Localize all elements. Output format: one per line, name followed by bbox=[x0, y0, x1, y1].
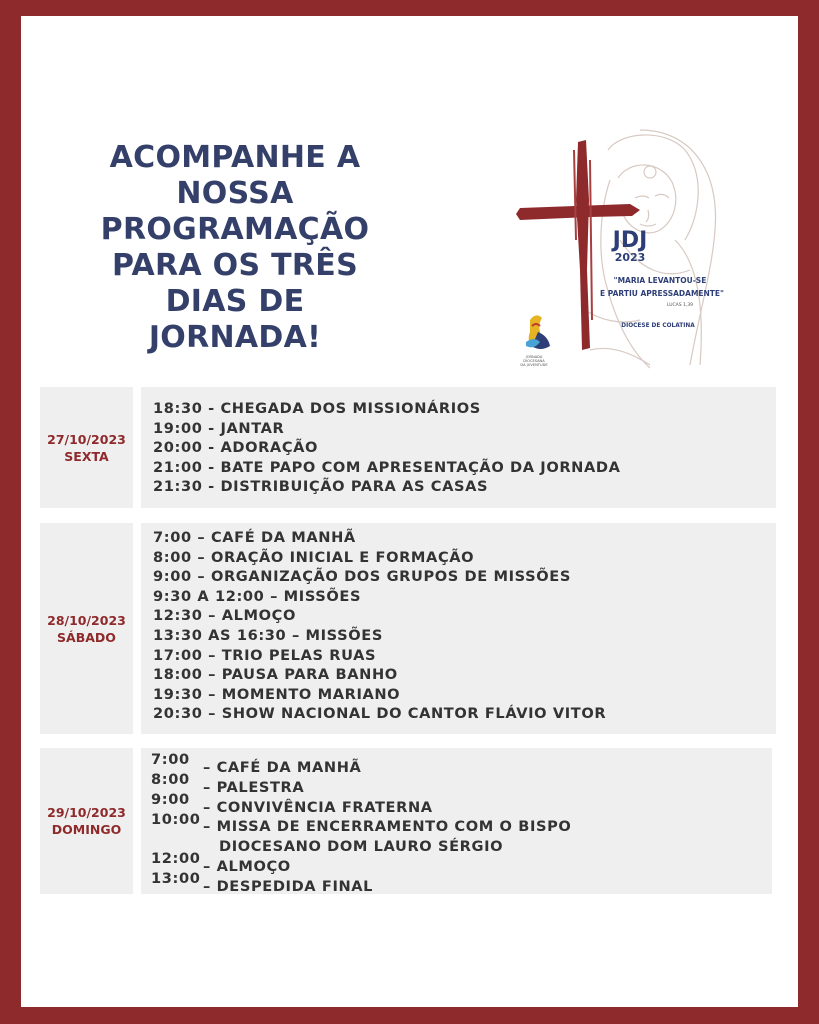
schedule-activity: – CAFÉ DA MANHÃ bbox=[203, 759, 362, 776]
schedule-activity: – MISSA DE ENCERRAMENTO COM O BISPO bbox=[203, 818, 572, 835]
logo-theme-line2: E PARTIU APRESSADAMENTE" bbox=[600, 289, 724, 298]
schedule-time: 9:00 bbox=[151, 791, 190, 808]
headline-line: PARA OS TRÊS bbox=[111, 248, 359, 283]
schedule-item: 21:00 - BATE PAPO COM APRESENTAÇÃO DA JORNADA bbox=[153, 458, 621, 476]
headline bbox=[70, 140, 400, 356]
schedule-item: 17:00 – TRIO PELAS RUAS bbox=[153, 646, 377, 664]
day-date: 27/10/2023 bbox=[47, 431, 126, 447]
logo-year: 2023 bbox=[614, 251, 646, 264]
mary-line-art bbox=[585, 130, 716, 368]
schedule-time: 7:00 bbox=[151, 751, 190, 768]
headline-line: NOSSA bbox=[176, 176, 294, 211]
schedule-activity: DIOCESANO DOM LAURO SÉRGIO bbox=[219, 838, 504, 855]
day-weekday: SEXTA bbox=[64, 448, 109, 464]
day-date: 28/10/2023 bbox=[47, 612, 126, 628]
day-schedule bbox=[141, 523, 776, 734]
schedule-time: 10:00 bbox=[151, 811, 201, 828]
small-jdj-emblem bbox=[520, 315, 550, 367]
schedule-activity: – PALESTRA bbox=[203, 779, 305, 796]
logo-diocese: DIOCESE DE COLATINA bbox=[621, 323, 695, 329]
schedule-item: 18:30 - CHEGADA DOS MISSIONÁRIOS bbox=[153, 400, 481, 417]
headline-line: ACOMPANHE A bbox=[109, 140, 361, 175]
schedule-item: 18:00 – PAUSA PARA BANHO bbox=[153, 666, 398, 684]
schedule-item: 19:30 – MOMENTO MARIANO bbox=[153, 685, 401, 703]
jdj-logo-art bbox=[490, 120, 730, 370]
schedule-time: 12:00 bbox=[151, 850, 201, 867]
schedule-time: 8:00 bbox=[151, 771, 190, 788]
schedule-activity: – ALMOÇO bbox=[203, 858, 291, 875]
small-logo-line2: DIOCESANA bbox=[523, 359, 545, 363]
schedule-item: 20:00 - ADORAÇÃO bbox=[153, 439, 319, 457]
headline-line: JORNADA! bbox=[148, 320, 322, 355]
day-date: 29/10/2023 bbox=[47, 805, 126, 820]
day-date-box bbox=[40, 387, 133, 508]
headline-line: DIAS DE bbox=[165, 284, 305, 319]
schedule-item: 12:30 – ALMOÇO bbox=[153, 607, 296, 625]
schedule-item: 13:30 AS 16:30 – MISSÕES bbox=[153, 626, 383, 644]
day-date-box bbox=[40, 523, 133, 734]
small-logo-line1: JORNADA bbox=[525, 355, 543, 359]
small-logo-line3: DA JUVENTUDE bbox=[520, 363, 548, 367]
logo-reference: LUCAS 1,39 bbox=[666, 303, 694, 308]
schedule-item: 19:00 - JANTAR bbox=[153, 419, 285, 437]
day-weekday: DOMINGO bbox=[51, 822, 122, 837]
day-weekday: SÁBADO bbox=[57, 629, 116, 645]
schedule-item: 21:30 - DISTRIBUIÇÃO PARA AS CASAS bbox=[153, 478, 489, 496]
headline-line: PROGRAMAÇÃO bbox=[100, 212, 370, 247]
schedule-item: 9:30 A 12:00 – MISSÕES bbox=[153, 587, 362, 605]
schedule-item: 7:00 – CAFÉ DA MANHÃ bbox=[153, 529, 356, 546]
logo-title: JDJ bbox=[612, 228, 648, 253]
logo-theme-line1: "MARIA LEVANTOU-SE bbox=[613, 276, 707, 285]
jdj-logo bbox=[490, 120, 730, 370]
schedule-item: 9:00 – ORGANIZAÇÃO DOS GRUPOS DE MISSÕES bbox=[153, 568, 571, 586]
schedule-activity: – DESPEDIDA FINAL bbox=[203, 878, 374, 895]
day-date-box bbox=[40, 748, 133, 894]
schedule-activity: – CONVIVÊNCIA FRATERNA bbox=[203, 799, 433, 816]
schedule-item: 8:00 – ORAÇÃO INICIAL E FORMAÇÃO bbox=[153, 548, 475, 566]
schedule-item: 20:30 – SHOW NACIONAL DO CANTOR FLÁVIO VITOR bbox=[153, 705, 607, 723]
schedule-time: 13:00 bbox=[151, 870, 201, 887]
day-schedule bbox=[141, 748, 772, 894]
day-schedule bbox=[141, 387, 776, 508]
